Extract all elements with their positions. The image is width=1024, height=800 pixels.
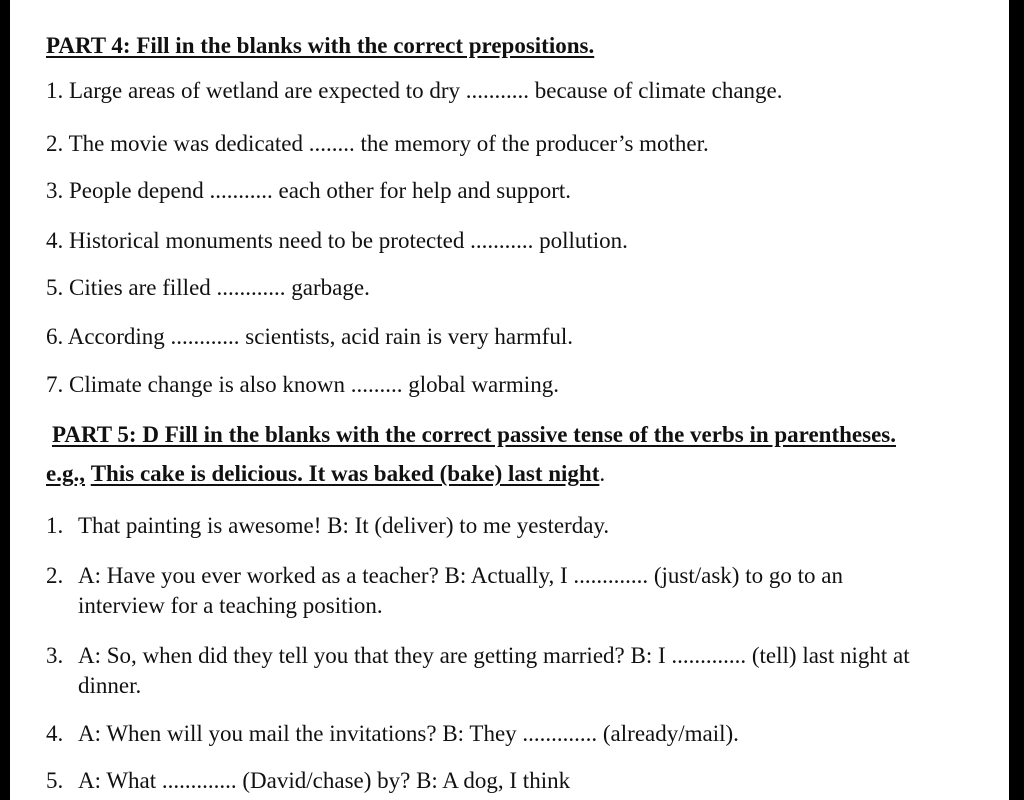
part4-item-1: 1. Large areas of wetland are expected to dry ........... because of climate change. [46, 78, 783, 103]
part5-example [46, 460, 605, 488]
part4-item-2: 2. The movie was dedicated ........ the memory of the producer’s mother. [46, 131, 709, 156]
worksheet-page [10, 0, 1009, 800]
part5-item-2-line2: interview for a teaching position. [78, 593, 383, 618]
part5-item-3-number: 3. [46, 643, 64, 668]
part4-item-7: 7. Climate change is also known ......... global warming. [46, 372, 559, 397]
part4-item-4: 4. Historical monuments need to be protected ........... pollution. [46, 228, 628, 253]
part4-item-6: 6. According ............ scientists, acid rain is very harmful. [46, 324, 573, 349]
part5-item-1-text: That painting is awesome! B: It (deliver) to me yesterday. [78, 513, 610, 538]
part5-item-5-number: 5. [46, 768, 64, 793]
part4-heading: PART 4: Fill in the blanks with the correct prepositions. [46, 33, 595, 58]
part4-item-5: 5. Cities are filled ............ garbage. [46, 275, 370, 300]
part4-item-3: 3. People depend ........... each other for help and support. [46, 178, 572, 203]
part5-item-2-number: 2. [46, 563, 64, 588]
part5-item-3-line2: dinner. [78, 673, 142, 698]
example-text: This cake is delicious. It was baked (bake) last night [90, 461, 600, 486]
part5-item-5-text: A: What ............. (David/chase) by? B: A dog, I think [78, 768, 571, 793]
example-prefix: e.g., [46, 461, 85, 486]
part5-item-4-text: A: When will you mail the invitations? B: They ............. (already/mail). [78, 721, 739, 746]
part5-item-1-number: 1. [46, 513, 64, 538]
part5-item-4-number: 4. [46, 721, 64, 746]
part5-item-2-line1: A: Have you ever worked as a teacher? B: Actually, I ............. (just/ask) to go to an [78, 563, 843, 588]
part5-item-3-line1: A: So, when did they tell you that they are getting married? B: I ............. (tell) last night at [78, 643, 910, 668]
part5-heading: PART 5: D Fill in the blanks with the correct passive tense of the verbs in parentheses. [52, 422, 896, 447]
example-end: . [599, 461, 606, 486]
